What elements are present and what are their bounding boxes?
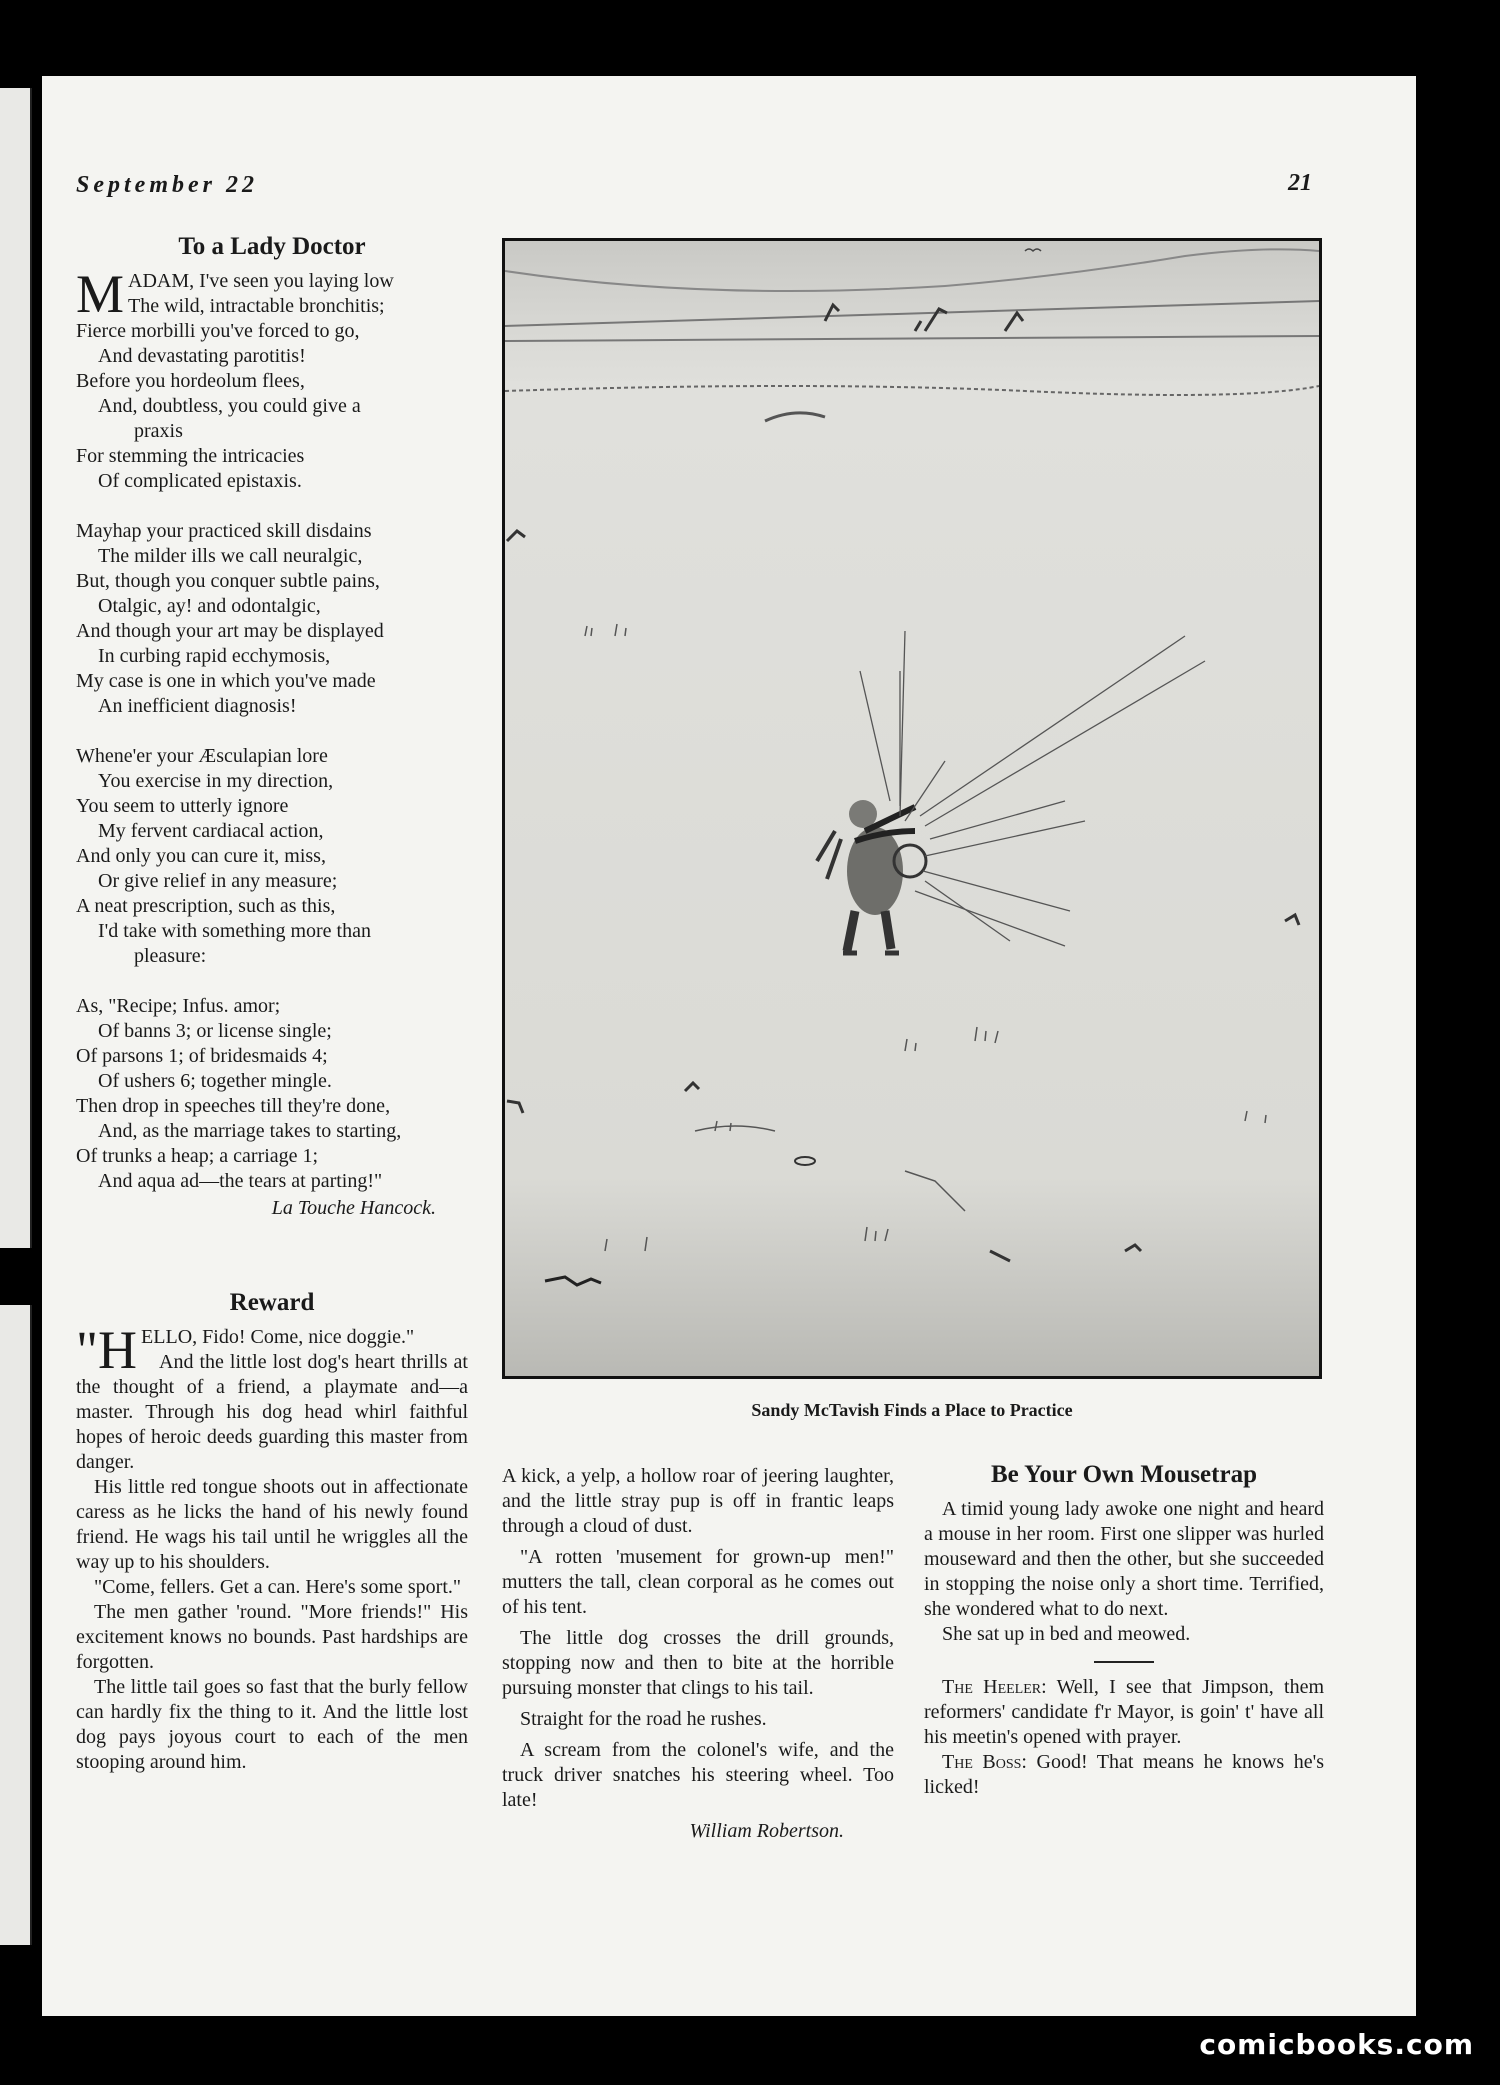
watermark: comicbooks.com — [1199, 2028, 1474, 2061]
poem-line: And, as the marriage takes to starting, — [98, 1120, 402, 1142]
story-paragraph: "A rotten 'musement for grown-up men!" mutters the tall, clean corporal as he comes out of his tent. — [502, 1546, 894, 1618]
dialogue-paragraph — [924, 1750, 1324, 1800]
illustration-caption: Sandy McTavish Finds a Place to Practice — [751, 1400, 1073, 1420]
poem-stanza-2 — [76, 519, 468, 719]
story-paragraph: The little dog crosses the drill grounds, stopping now and then to bite at the horrible pursuing monster that clings to his tail. — [502, 1627, 894, 1699]
poem-line: And devastating parotitis! — [98, 345, 306, 367]
poem-line: Before you hordeolum flees, — [76, 370, 305, 392]
poem-line: The milder ills we call neuralgic, — [98, 545, 363, 567]
dialogue-paragraph — [924, 1675, 1324, 1750]
poem-line: Of trunks a heap; a carriage 1; — [76, 1145, 319, 1167]
story-paragraph: The men gather 'round. "More friends!" His excitement knows no bounds. Past hardships are forgotten. — [76, 1601, 468, 1673]
previous-page-edge — [0, 88, 32, 1248]
poem-line: Fierce morbilli you've forced to go, — [76, 320, 360, 342]
reward-story-continued — [502, 1464, 894, 1844]
poem-line: My fervent cardiacal action, — [98, 820, 324, 842]
poem-line: Mayhap your practiced skill disdains — [76, 520, 372, 542]
poem-line: praxis — [134, 420, 183, 442]
poem-line: And, doubtless, you could give a — [98, 395, 361, 417]
poem-line: You exercise in my direction, — [98, 770, 334, 792]
poem-line: Of complicated epistaxis. — [98, 470, 302, 492]
poem-line: And aqua ad—the tears at parting!" — [98, 1170, 383, 1192]
poem-line: A neat prescription, such as this, — [76, 895, 336, 917]
story-paragraph: And the little lost dog's heart thrills at the thought of a friend, a playmate and—a master. Through his dog head whirl faithful hopes of heroic deeds guarding this master from danger. — [76, 1351, 468, 1473]
poem-title: To a Lady Doctor — [178, 233, 366, 260]
dialogue-text: Good! That means he knows he's licked! — [924, 1751, 1324, 1798]
story-paragraph: Straight for the road he rushes. — [520, 1708, 767, 1730]
poem-line: But, though you conquer subtle pains, — [76, 570, 380, 592]
poem-line: And only you can cure it, miss, — [76, 845, 326, 867]
poem-line: I'd take with something more than — [98, 920, 371, 942]
poem-stanza-3 — [76, 744, 468, 969]
poem-line: And though your art may be displayed — [76, 620, 384, 642]
poem-line: In curbing rapid ecchymosis, — [98, 645, 331, 667]
story-paragraph: "HELLO, Fido! Come, nice doggie." — [76, 1320, 415, 1380]
speaker-label: The Boss: — [942, 1751, 1027, 1773]
left-column — [76, 234, 468, 1221]
story-paragraph: A kick, a yelp, a hollow roar of jeering laughter, and the little stray pup is off in frantic leaps through a cloud of dust. — [502, 1465, 894, 1537]
poem-line: For stemming the intricacies — [76, 445, 305, 467]
cartoon-drawing — [505, 241, 1319, 1376]
cartoon-illustration — [502, 238, 1322, 1379]
poem-line: An inefficient diagnosis! — [98, 695, 297, 717]
poem-line: Of parsons 1; of bridesmaids 4; — [76, 1045, 328, 1067]
story-paragraph: His little red tongue shoots out in affectionate caress as he licks the hand of his newly found friend. He wags his tail until he wriggles all the way up to his shoulders. — [76, 1476, 468, 1573]
poem-stanza-4 — [76, 994, 468, 1194]
poem-line: Whene'er your Æsculapian lore — [76, 745, 328, 767]
page-number: 21 — [1288, 170, 1312, 196]
reward-story-left — [76, 1290, 468, 1775]
story-paragraph: She sat up in bed and meowed. — [942, 1623, 1191, 1645]
speaker-label: The Heeler: — [942, 1676, 1047, 1698]
poem-line: The wild, intractable bronchitis; — [128, 295, 385, 317]
page-date: September 22 — [76, 172, 258, 198]
poem-line: Of banns 3; or license single; — [98, 1020, 332, 1042]
previous-page-edge-lower — [0, 1305, 32, 1945]
mousetrap-title: Be Your Own Mousetrap — [991, 1461, 1257, 1488]
poem-line: You seem to utterly ignore — [76, 795, 289, 817]
reward-title: Reward — [229, 1289, 315, 1316]
poem-line: Then drop in speeches till they're done, — [76, 1095, 391, 1117]
story-paragraph: The little tail goes so fast that the burly fellow can hardly fix the thing to it. And the little lost dog pays joyous court to each of the men stooping around him. — [76, 1676, 468, 1773]
poem-line: Otalgic, ay! and odontalgic, — [98, 595, 321, 617]
reward-author: William Robertson. — [689, 1820, 844, 1842]
poem-line: As, "Recipe; Infus. amor; — [76, 995, 281, 1017]
story-paragraph: A scream from the colonel's wife, and the truck driver snatches his steering wheel. Too late! — [502, 1739, 894, 1811]
story-paragraph: "Come, fellers. Get a can. Here's some sport." — [94, 1576, 462, 1598]
poem-line: Of ushers 6; together mingle. — [98, 1070, 332, 1092]
poem-line: MADAM, I've seen you laying low — [76, 264, 394, 324]
poem-line: pleasure: — [134, 945, 207, 967]
poem-author: La Touche Hancock. — [271, 1197, 436, 1219]
divider — [1094, 1661, 1154, 1663]
poem-line: My case is one in which you've made — [76, 670, 376, 692]
dialogue-text: Well, I see that Jimpson, them reformers' candidate f'r Mayor, is goin' t' have all his meetin's opened with prayer. — [924, 1676, 1325, 1748]
poem-stanza-1 — [76, 264, 468, 494]
right-column — [924, 1462, 1324, 1800]
poem-line: Or give relief in any measure; — [98, 870, 338, 892]
story-paragraph: A timid young lady awoke one night and heard a mouse in her room. First one slipper was hurled mouseward and then the other, but she succeeded in stopping the noise only a short time. Terrified, she wondered what to do next. — [924, 1498, 1324, 1620]
